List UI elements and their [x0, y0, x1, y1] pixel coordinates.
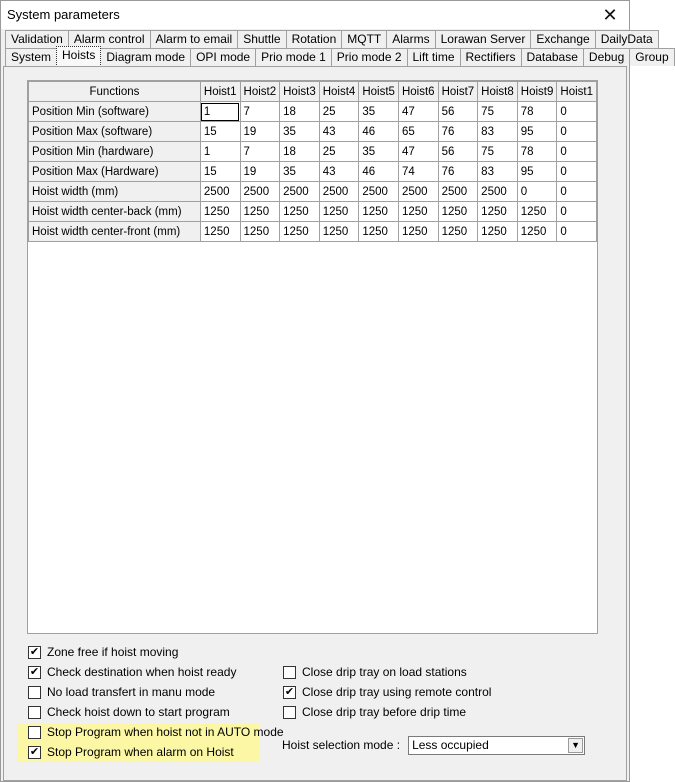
grid-cell[interactable]: 25 [319, 102, 359, 122]
grid-cell[interactable]: 1250 [240, 222, 280, 242]
row-label: Position Max (Hardware) [29, 162, 201, 182]
parameters-table [28, 81, 597, 242]
grid-cell[interactable]: 35 [280, 122, 320, 142]
tab-row-top [5, 30, 658, 48]
grid-cell[interactable]: 95 [517, 122, 557, 142]
column-header-hoist: Hoist5 [359, 82, 399, 102]
table-row [29, 142, 597, 162]
grid-cell[interactable]: 1250 [319, 222, 359, 242]
tab-rectifiers[interactable]: Rectifiers [460, 48, 522, 66]
grid-cell[interactable]: 1250 [478, 222, 518, 242]
grid-cell[interactable]: 1 [200, 142, 240, 162]
grid-cell[interactable]: 1250 [359, 202, 399, 222]
tab-diagram-mode[interactable]: Diagram mode [100, 48, 191, 66]
hoist-selection-row [282, 735, 585, 755]
tab-prio-mode-2[interactable]: Prio mode 2 [331, 48, 408, 66]
column-header-hoist: Hoist2 [240, 82, 280, 102]
table-row [29, 202, 597, 222]
grid-cell[interactable]: 1250 [517, 202, 557, 222]
checkbox-box[interactable] [28, 686, 41, 699]
row-label: Hoist width (mm) [29, 182, 201, 202]
grid-cell[interactable]: 1250 [280, 202, 320, 222]
table-row [29, 222, 597, 242]
checkbox-label: Check hoist down to start program [47, 705, 230, 719]
grid-cell[interactable]: 1 [200, 102, 240, 122]
grid-cell[interactable]: 1250 [319, 202, 359, 222]
column-header-hoist: Hoist1 [200, 82, 240, 102]
checkmark-icon[interactable]: ✔ [29, 745, 40, 758]
grid-cell[interactable]: 74 [398, 162, 438, 182]
grid-cell[interactable]: 78 [517, 142, 557, 162]
checkbox-label: Close drip tray on load stations [302, 665, 467, 679]
grid-cell[interactable]: 0 [557, 142, 597, 162]
checkbox-close-drip-tray-on-load-stations[interactable] [283, 663, 467, 681]
checkbox-label: Stop Program when alarm on Hoist [47, 745, 234, 759]
grid-cell[interactable]: 95 [517, 162, 557, 182]
row-label: Position Min (hardware) [29, 142, 201, 162]
grid-cell[interactable]: 2500 [319, 182, 359, 202]
table-row [29, 102, 597, 122]
column-header-hoist: Hoist8 [478, 82, 518, 102]
row-label: Position Max (software) [29, 122, 201, 142]
grid-cell[interactable]: 1250 [240, 202, 280, 222]
tab-row-bottom [5, 48, 674, 66]
checkbox-box[interactable] [283, 666, 296, 679]
checkbox-close-drip-tray-using-remote-control[interactable] [283, 683, 491, 701]
tab-group[interactable]: Group [629, 48, 674, 66]
grid-cell[interactable]: 47 [398, 142, 438, 162]
grid-cell[interactable]: 46 [359, 162, 399, 182]
grid-cell[interactable]: 0 [557, 162, 597, 182]
grid-cell[interactable]: 47 [398, 102, 438, 122]
grid-cell[interactable]: 0 [557, 122, 597, 142]
tab-prio-mode-1[interactable]: Prio mode 1 [255, 48, 332, 66]
grid-cell[interactable]: 1250 [398, 202, 438, 222]
grid-cell[interactable]: 1250 [438, 222, 478, 242]
checkbox-no-load-transfert-in-manu-mode[interactable] [28, 683, 215, 701]
row-label: Hoist width center-front (mm) [29, 222, 201, 242]
column-header-hoist: Hoist7 [438, 82, 478, 102]
tab-alarm-control[interactable]: Alarm control [68, 30, 151, 48]
grid-cell[interactable]: 15 [200, 122, 240, 142]
grid-cell[interactable]: 1250 [200, 222, 240, 242]
window-title: System parameters [7, 7, 120, 22]
grid-cell[interactable]: 2500 [359, 182, 399, 202]
tab-alarms[interactable]: Alarms [386, 30, 435, 48]
checkbox-stop-program-when-alarm-on-hoist[interactable] [28, 743, 234, 761]
column-header-hoist: Hoist4 [319, 82, 359, 102]
grid-cell[interactable]: 7 [240, 142, 280, 162]
tab-database[interactable]: Database [521, 48, 584, 66]
grid-cell[interactable]: 76 [438, 122, 478, 142]
checkbox-box[interactable] [28, 706, 41, 719]
row-label: Position Min (software) [29, 102, 201, 122]
checkbox-label: Close drip tray before drip time [302, 705, 467, 719]
hoist-selection-label: Hoist selection mode : [282, 738, 401, 752]
checkbox-label: Check destination when hoist ready [47, 665, 237, 679]
grid-cell[interactable]: 2500 [438, 182, 478, 202]
hoist-selection-dropdown[interactable] [408, 736, 585, 755]
tab-debug[interactable]: Debug [583, 48, 630, 66]
tab-system[interactable]: System [5, 48, 57, 66]
grid-cell[interactable]: 19 [240, 122, 280, 142]
grid-cell[interactable]: 83 [478, 122, 518, 142]
grid-cell[interactable]: 1250 [478, 202, 518, 222]
grid-cell[interactable]: 1250 [280, 222, 320, 242]
grid-cell[interactable]: 1250 [517, 222, 557, 242]
hoist-parameters-grid[interactable] [27, 80, 598, 634]
tab-mqtt[interactable]: MQTT [341, 30, 387, 48]
checkbox-check-hoist-down-to-start-program[interactable] [28, 703, 230, 721]
chevron-down-icon[interactable]: ▼ [568, 738, 583, 753]
grid-cell[interactable]: 35 [280, 162, 320, 182]
checkbox-box[interactable] [283, 706, 296, 719]
column-header-hoist: Hoist3 [280, 82, 320, 102]
grid-cell[interactable]: 65 [398, 122, 438, 142]
grid-cell[interactable]: 18 [280, 142, 320, 162]
tab-opi-mode[interactable]: OPI mode [190, 48, 256, 66]
checkbox-label: Zone free if hoist moving [47, 645, 179, 659]
grid-cell[interactable]: 76 [438, 162, 478, 182]
checkmark-icon[interactable]: ✔ [29, 665, 40, 678]
grid-cell[interactable]: 7 [240, 102, 280, 122]
hoists-tab-panel [3, 66, 627, 781]
checkmark-icon[interactable]: ✔ [29, 645, 40, 658]
checkbox-check-destination-when-hoist-ready[interactable] [28, 663, 236, 681]
grid-cell[interactable]: 18 [280, 102, 320, 122]
table-row [29, 162, 597, 182]
tab-shuttle[interactable]: Shuttle [237, 30, 286, 48]
grid-cell[interactable]: 43 [319, 162, 359, 182]
column-header-hoist: Hoist9 [517, 82, 557, 102]
tab-lift-time[interactable]: Lift time [407, 48, 461, 66]
column-header-functions: Functions [29, 82, 201, 102]
close-icon[interactable]: ✕ [602, 5, 618, 25]
table-row [29, 122, 597, 142]
grid-cell[interactable]: 1250 [398, 222, 438, 242]
grid-cell[interactable]: 2500 [280, 182, 320, 202]
grid-cell[interactable]: 2500 [398, 182, 438, 202]
grid-cell[interactable]: 43 [319, 122, 359, 142]
checkmark-icon[interactable]: ✔ [284, 685, 295, 698]
tab-lorawan-server[interactable]: Lorawan Server [435, 30, 532, 48]
grid-cell[interactable]: 25 [319, 142, 359, 162]
grid-cell[interactable]: 2500 [200, 182, 240, 202]
grid-cell[interactable]: 35 [359, 102, 399, 122]
grid-cell[interactable]: 56 [438, 142, 478, 162]
checkbox-stop-program-when-hoist-not-in-auto-mode[interactable] [28, 723, 284, 741]
checkbox-close-drip-tray-before-drip-time[interactable] [283, 703, 466, 721]
grid-cell[interactable]: 83 [478, 162, 518, 182]
checkbox-box[interactable] [28, 726, 41, 739]
grid-cell[interactable]: 2500 [240, 182, 280, 202]
grid-cell[interactable]: 0 [557, 182, 597, 202]
title-bar [1, 1, 629, 29]
grid-cell[interactable]: 19 [240, 162, 280, 182]
hoist-selection-value: Less occupied [412, 737, 489, 752]
checkbox-label: Stop Program when hoist not in AUTO mode [47, 725, 284, 739]
tab-rotation[interactable]: Rotation [286, 30, 343, 48]
grid-cell[interactable]: 0 [557, 202, 597, 222]
column-header-hoist: Hoist1 [557, 82, 597, 102]
grid-cell[interactable]: 0 [557, 102, 597, 122]
tab-validation[interactable]: Validation [5, 30, 69, 48]
checkbox-label: Close drip tray using remote control [302, 685, 492, 699]
checkbox-zone-free-if-hoist-moving[interactable] [28, 643, 178, 661]
grid-cell[interactable]: 75 [478, 102, 518, 122]
checkbox-label: No load transfert in manu mode [47, 685, 216, 699]
table-row [29, 182, 597, 202]
tab-alarm-to-email[interactable]: Alarm to email [150, 30, 239, 48]
grid-cell[interactable]: 56 [438, 102, 478, 122]
grid-cell[interactable]: 46 [359, 122, 399, 142]
grid-cell[interactable]: 1250 [359, 222, 399, 242]
column-header-hoist: Hoist6 [398, 82, 438, 102]
grid-cell[interactable]: 15 [200, 162, 240, 182]
row-label: Hoist width center-back (mm) [29, 202, 201, 222]
grid-cell[interactable]: 1250 [438, 202, 478, 222]
grid-cell[interactable]: 1250 [200, 202, 240, 222]
grid-cell[interactable]: 78 [517, 102, 557, 122]
tab-exchange[interactable]: Exchange [530, 30, 595, 48]
grid-cell[interactable]: 0 [557, 222, 597, 242]
grid-cell[interactable]: 0 [517, 182, 557, 202]
tab-dailydata[interactable]: DailyData [595, 30, 659, 48]
grid-cell[interactable]: 2500 [478, 182, 518, 202]
tab-hoists[interactable]: Hoists [56, 46, 101, 67]
grid-cell[interactable]: 35 [359, 142, 399, 162]
grid-cell[interactable]: 75 [478, 142, 518, 162]
